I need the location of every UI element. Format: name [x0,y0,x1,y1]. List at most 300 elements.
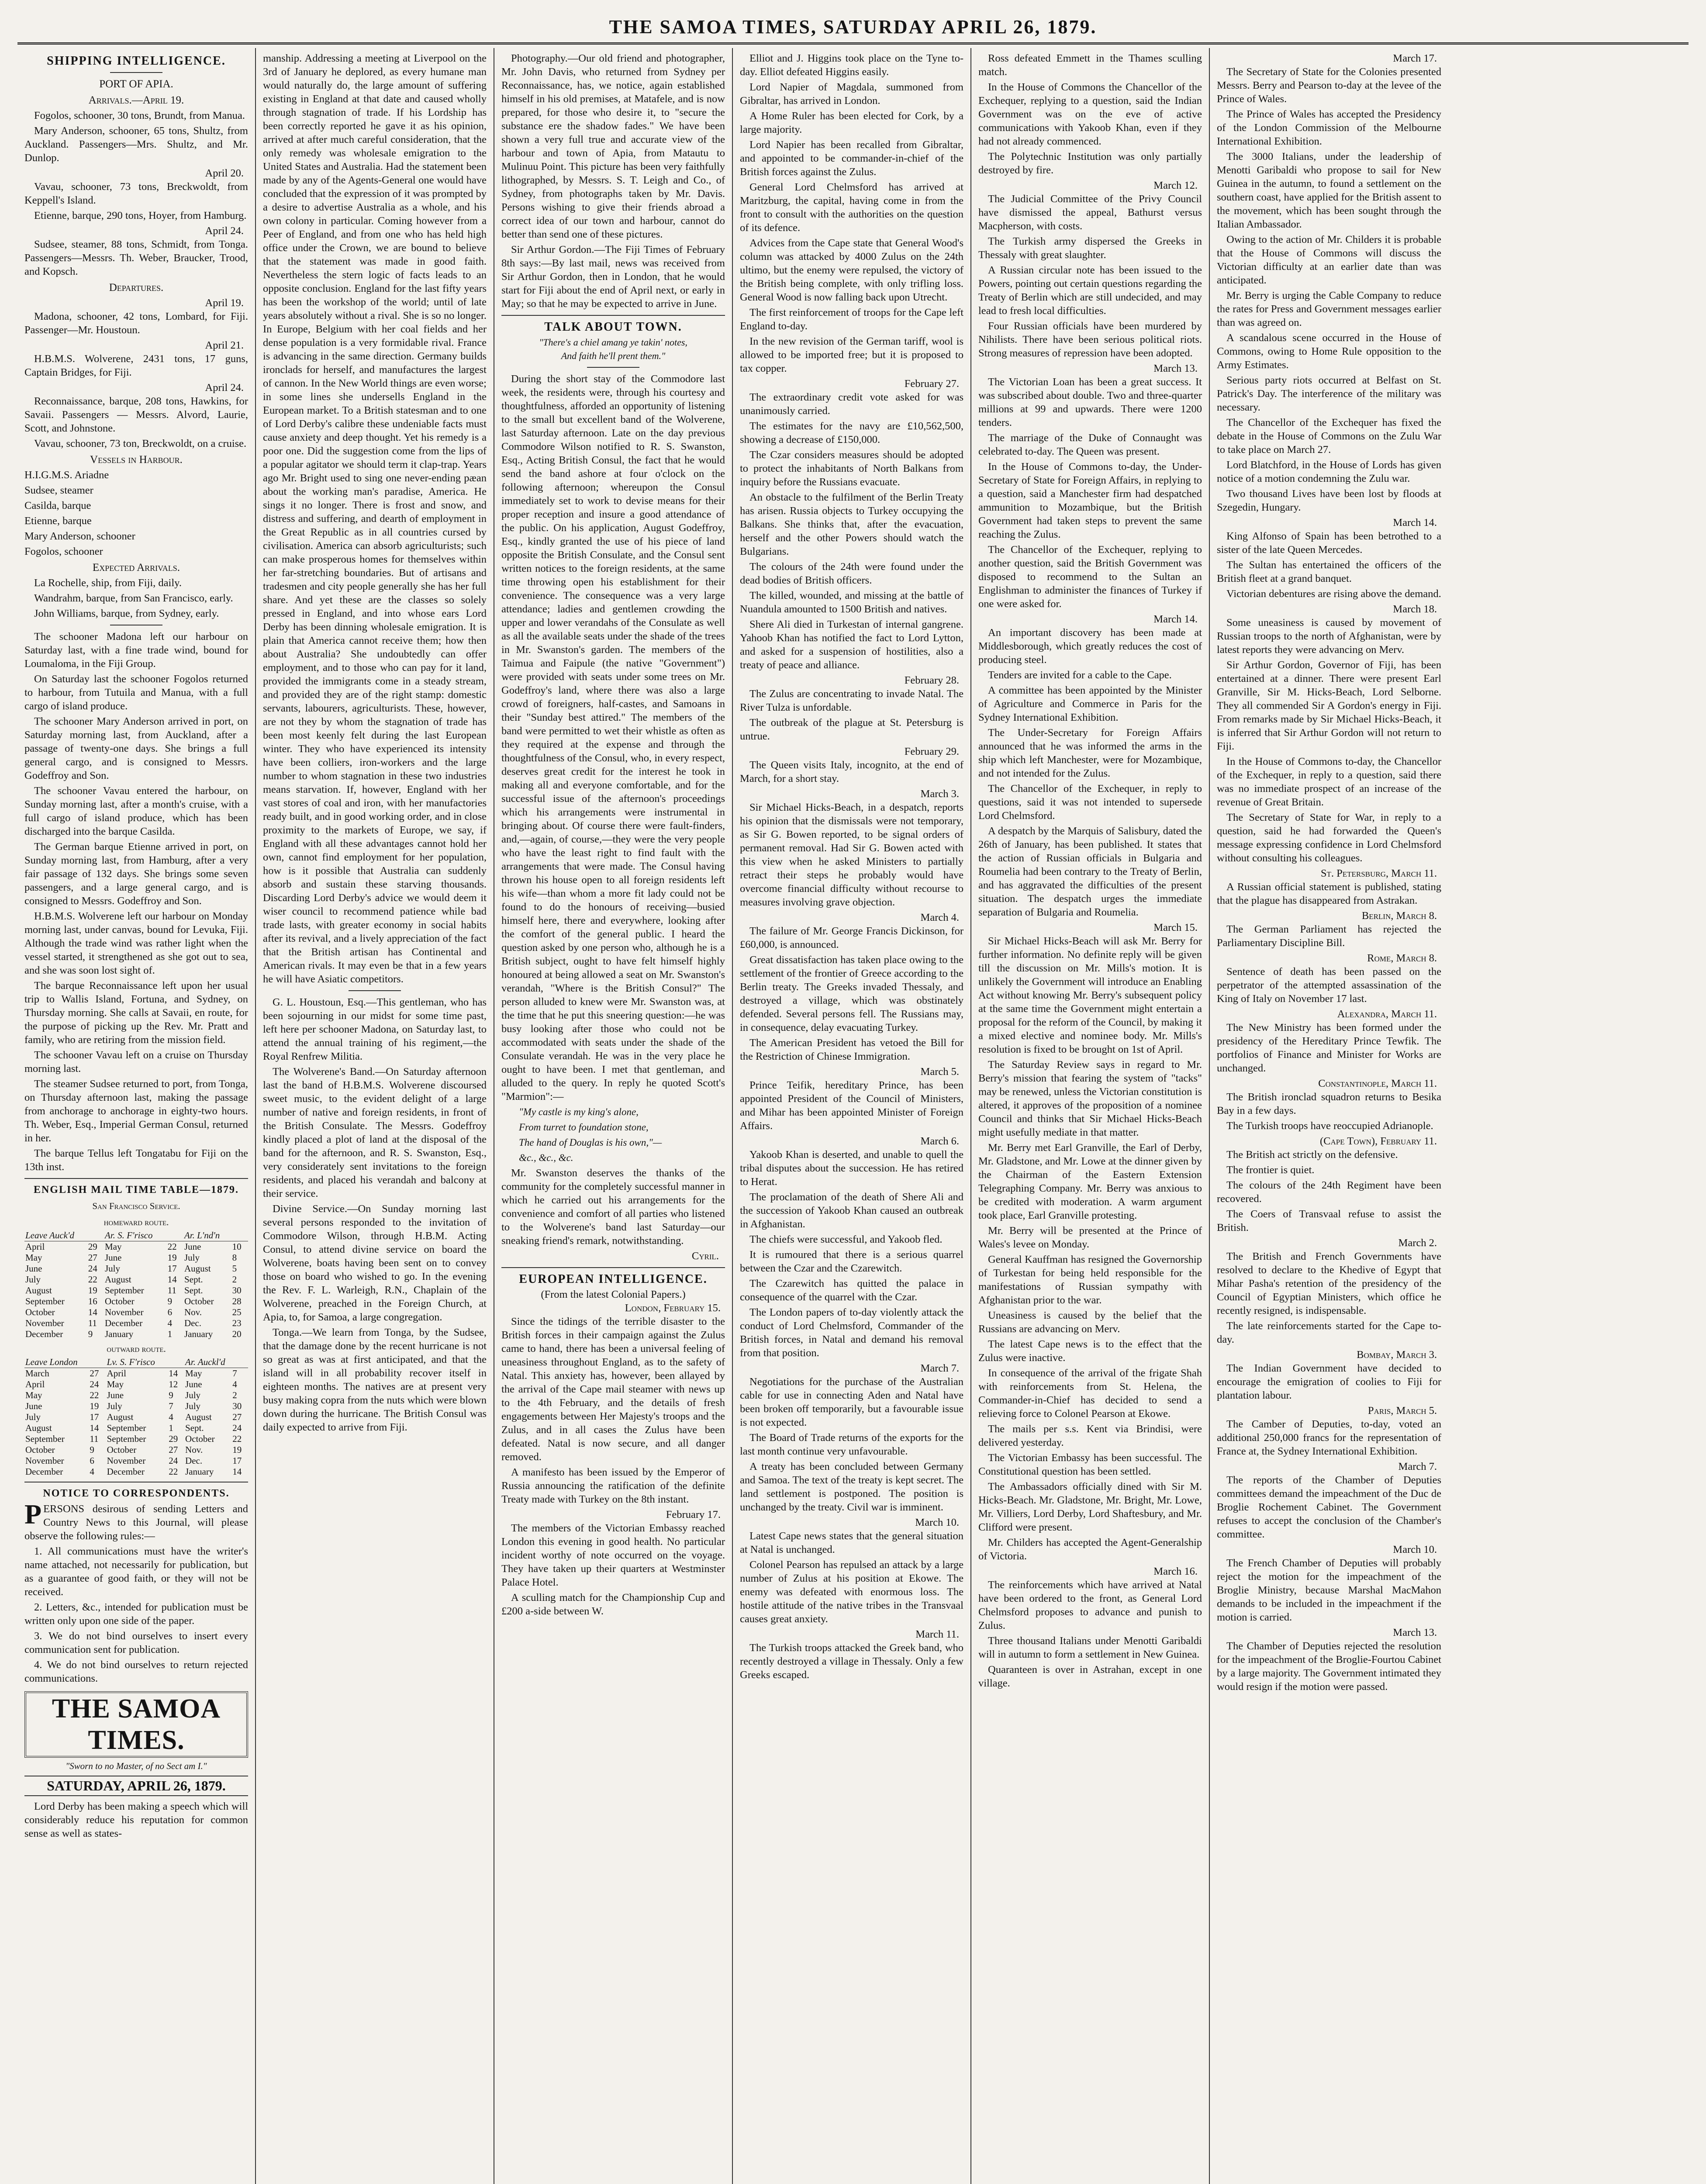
news-item: The Turkish troops have reoccupied Adrianople. [1226,1120,1433,1132]
table-row [24,1263,248,1274]
table-cell: May [107,1379,124,1389]
table-cell: 19 [232,1444,242,1455]
table-cell: 11 [88,1318,97,1328]
euro-item: Since the tidings of the terrible disaster to the British forces in their campaign against the Zulus came to hand, there has been a universal feeling of uneasiness throughout England, as to the safety of Natal. This anxiety has, however, been allayed by the arrival of the Cape mail steamer with news up to the 4th February, and the details of fresh engagements between Her Majesty's troops and the Zulus, and in all cases the Zulus have been defeated. Natal is now secure, and all danger removed. [501,1316,725,1463]
news-item: The 3000 Italians, under the leadership of Menotti Garibaldi who propose to sail for New Guinea in the autumn, to found a settlement on the southern coast, have applied for the British assent to the movement, which has been sought through the Italian Ambassador. [1217,151,1441,230]
table-cell: 9 [88,1329,93,1339]
news-item: Lord Blatchford, in the House of Lords has given notice of a motion condemning the Zulu war. [1217,459,1441,484]
news-item: The Czarewitch has quitted the palace in consequence of the quarrel with the Czar. [740,1278,964,1303]
talk-quote-line: And faith he'll prent them." [561,350,666,361]
news-item: Uneasiness is caused by the belief that the Russians are advancing on Merv. [978,1310,1202,1335]
table-cell: Sept. [184,1274,203,1285]
gordon-item: Sir Arthur Gordon.—The Fiji Times of February 8th says:—By last mail, news was received from Sir Arthur Gordon, then in London, that he would start for Fiji about the end of April next, or early in May; so that he may be expected to arrive in June. [501,244,725,310]
table-row [24,1423,248,1434]
news-item: General Kauffman has resigned the Governorship of Turkestan for being held responsible for the manifestations of Russian sympathy with Afghanistan prior to the war. [978,1254,1202,1306]
date-line: March 5. [920,1066,959,1078]
vessel-item: Casilda, barque [24,500,91,511]
euro-subheading: (From the latest Colonial Papers.) [541,1289,686,1300]
news-item: The British act strictly on the defensive. [1226,1149,1398,1161]
table-cell: 14 [167,1274,177,1285]
news-item: In the House of Commons the Chancellor of the Exchequer, replying to a question, said the Indian Government was on the eve of active communications with Yakoob Khan, even if they had not already commenced. [978,81,1202,147]
table-cell: 22 [232,1434,242,1444]
news-item: Mr. Childers has accepted the Agent-Generalship of Victoria. [978,1537,1202,1562]
news-item: In the new revision of the German tariff, wool is allowed to be imported free; but it is proposed to tax copper. [740,335,964,374]
dateline: Alexandra, March 11. [1337,1008,1437,1020]
news-item: Two thousand Lives have been lost by floods at Szegedin, Hungary. [1217,488,1441,513]
news-item: An obstacle to the fulfilment of the Berlin Treaty has arisen. Russia objects to Turkey occupying the Balkans. She thinks that, after the evacuation, herself and the other Powers should watch the Bulgarians. [740,491,964,557]
table-cell: July [25,1274,41,1285]
table-cell: 17 [167,1263,177,1274]
table-cell: 24 [88,1263,97,1274]
table-cell: November [25,1455,64,1466]
table-cell: 27 [88,1252,97,1263]
news-item: In the House of Commons to-day, the Chancellor of the Exchequer, in reply to a question, said there was no immediate prospect of an increase of the revenue of Great Britain. [1217,756,1441,808]
column-header: Ar. S. F'risco [104,1230,183,1241]
date-line: March 10. [1393,1544,1437,1555]
news-item: Mr. Berry met Earl Granville, the Earl of Derby, Mr. Gladstone, and Mr. Lowe at the dinner given by the Chairman of the Eastern Extension Telegraphing Company. Mr. Berry was anxious to be credited with moderation. A warm argument took place, Earl Granville protesting. [978,1142,1202,1221]
table-cell: August [25,1423,52,1433]
date-line: March 14. [1153,613,1198,625]
news-item: The late reinforcements started for the Cape to-day. [1217,1320,1441,1345]
news-item: Lord Napier of Magdala, summoned from Gibraltar, has arrived in London. [740,81,964,107]
arrival-item: Mary Anderson, schooner, 65 tons, Shultz, from Auckland. Passengers—Mrs. Shultz, and Mr. Dunlop. [24,125,248,164]
table-cell: May [25,1390,42,1400]
date-line: March 16. [1153,1565,1198,1577]
table-cell: 1 [167,1329,173,1339]
table-cell: 14 [88,1307,97,1317]
table-cell: April [25,1379,45,1389]
news-item: The latest Cape news is to the effect that the Zulus were inactive. [978,1338,1202,1364]
table-cell: June [25,1401,42,1411]
table-cell: 9 [169,1390,173,1400]
dateline: Constantinople, March 11. [1318,1078,1437,1089]
table-cell: January [104,1329,134,1339]
table-cell: Nov. [184,1307,202,1317]
dateline: Rome, March 8. [1367,952,1437,964]
news-item: The Turkish troops attacked the Greek band, who recently destroyed a village in Thessaly. Only a few Greeks escaped. [740,1642,964,1681]
divider [110,72,162,73]
table-cell: 20 [232,1329,242,1339]
table-cell: September [25,1296,65,1306]
table-cell: May [25,1252,42,1263]
departure-item: Reconnaissance, barque, 208 tons, Hawkins, for Savaii. Passengers — Messrs. Alvord, Laurie, Scott, and Johnstone. [24,395,248,434]
shipping-note: The schooner Vavau left on a cruise on Thursday morning last. [24,1049,248,1075]
table-cell: 9 [167,1296,173,1306]
news-item: The American President has vetoed the Bill for the Restriction of Chinese Immigration. [740,1037,964,1062]
departure-item: Madona, schooner, 42 tons, Lombard, for Fiji. Passenger—Mr. Houstoun. [24,311,248,336]
table-cell: December [107,1466,145,1477]
table-header-row [24,1230,248,1241]
expected-label: Expected Arrivals. [92,562,180,574]
table-cell: January [184,1329,213,1339]
arrival-item: Etienne, barque, 290 tons, Hoyer, from Hamburg. [34,210,247,221]
news-item: The Secretary of State for the Colonies presented Messrs. Berry and Pearson to-day at the levee of the Prince of Wales. [1217,66,1441,105]
news-item: General Lord Chelmsford has arrived at Maritzburg, the capital, having come in from the front to consult with the authorities on the question of its defence. [740,181,964,234]
table-cell: November [104,1307,144,1317]
news-item: The Victorian Embassy has been successful. The Constitutional question has been settled. [978,1452,1202,1477]
dateline: Paris, March 5. [1368,1405,1437,1417]
date-line: February 27. [904,378,959,390]
table-cell: 24 [90,1379,99,1389]
date-line: March 13. [1153,363,1198,374]
table-cell: September [107,1434,146,1444]
table-cell: 25 [232,1307,242,1317]
table-row [24,1241,248,1253]
table-cell: December [104,1318,143,1328]
euro-item: A manifesto has been issued by the Emperor of Russia announcing the ratification of the definite Treaty made with Turkey on the 8th instant. [501,1466,725,1505]
dateline: London, February 15. [625,1302,721,1314]
table-cell: December [25,1329,63,1339]
table-cell: 10 [232,1241,242,1252]
column-header: Lv. S. F'risco [106,1357,184,1368]
table-cell: 16 [88,1296,97,1306]
column-6 [1210,48,1448,2184]
table-cell: July [104,1263,120,1274]
vessel-item: Sudsee, steamer [24,484,93,496]
service-item: Divine Service.—On Sunday morning last several persons responded to the invitation of Commodore Wilson, through H.B.M. Acting Consul, to attend divine service on board the Wolverene, boats having been sent on to convey those on board who wished to go. In the evening the Rev. F. L. Warleigh, R.N., Chaplain of the Wolverene, preached in the Foreign Church, at Apia, to, for Samoa, a large congregation. [263,1203,487,1323]
news-item: The British ironclad squadron returns to Besika Bay in a few days. [1217,1091,1441,1116]
news-item: The French Chamber of Deputies will probably reject the motion for the impeachment of the Broglie Ministry, because Marshal MacMahon demands to be included in the impeachment if the motion is carried. [1217,1557,1441,1623]
departure-item: H.B.M.S. Wolverene, 2431 tons, 17 guns, Captain Bridges, for Fiji. [24,353,248,378]
table-cell: Dec. [184,1318,201,1328]
news-item: The outbreak of the plague at St. Petersburg is untrue. [740,717,964,742]
table-cell: September [107,1423,146,1433]
news-item: Sentence of death has been passed on the perpetrator of the attempted assassination of the King of Italy on November 17 last. [1217,966,1441,1005]
table-cell: 30 [232,1285,242,1296]
shipping-note: The schooner Mary Anderson arrived in port, on Saturday morning last, from Auckland, after a passage of twenty-one days. She brings a full general cargo, and is consigned to Messrs. Godeffroy and Son. [24,715,248,781]
news-item: In the House of Commons to-day, the Under-Secretary of State for Foreign Affairs, in replying to a question, said a Manchester firm had despatched ammunition to Mozambique, but the British Government had taken steps to prevent the same reaching the Zulus. [978,461,1202,540]
table-cell: September [25,1434,65,1444]
notice-rule: 4. We do not bind ourselves to return rejected communications. [24,1659,248,1684]
table-cell: October [25,1307,55,1317]
table-cell: August [107,1412,134,1422]
dropcap-p: P [24,1499,42,1530]
table-row [24,1434,248,1444]
news-item: Sir Michael Hicks-Beach, in a despatch, reports his opinion that the dismissals were not temporary, as Sir G. Bowen reported, to be signal orders of permanent removal. Had Sir G. Bowen acted with this view when he asked Ministers to partially retract their steps he probably would have overcome financial difficulty without recourse to measures involving grave objection. [740,802,964,908]
news-item: Serious party riots occurred at Belfast on St. Patrick's Day. The interference of the military was necessary. [1217,374,1441,413]
news-item: Colonel Pearson has repulsed an attack by a large number of Zulus at his position at Ekowe. The enemy was defeated with enormous loss. The hostile attitude of the native tribes in the Transvaal causes great anxiety. [740,1559,964,1625]
dateline: (Cape Town), February 11. [1319,1135,1437,1147]
port-heading: PORT OF APIA. [99,78,173,90]
news-item: The extraordinary credit vote asked for was unanimously carried. [740,391,964,417]
news-item: The colours of the 24th were found under the dead bodies of British officers. [740,561,964,586]
table-cell: 14 [232,1466,242,1477]
vessel-item: H.I.G.M.S. Ariadne [24,469,109,481]
dateline: Berlin, March 8. [1361,910,1437,922]
table-cell: November [25,1318,64,1328]
table-cell: Nov. [185,1444,203,1455]
arrival-item: Fogolos, schooner, 30 tons, Brundt, from Manua. [34,110,245,121]
table-cell: 27 [169,1444,178,1455]
date-line: April 20. [205,167,244,179]
table-cell: September [104,1285,144,1296]
news-item: The London papers of to-day violently attack the conduct of Lord Chelmsford, Commander of the British forces, in Natal and demand his removal from that position. [740,1306,964,1359]
table-cell: May [104,1241,122,1252]
talk-signature: Cyril. [691,1250,719,1262]
news-item: The Indian Government have decided to encourage the emigration of coolies to Fiji for plantation labour. [1217,1362,1441,1401]
table-row [24,1285,248,1296]
shipping-note: The steamer Sudsee returned to port, from Tonga, on Thursday afternoon last, making the passage from anchorage to anchorage in eighty-two hours. Th. Weber, Esq., Imperial German Consul, returned in her. [24,1078,248,1144]
table-cell: 27 [232,1412,242,1422]
table-cell: October [25,1444,55,1455]
date-line: March 6. [920,1135,959,1147]
date-line: March 17. [1393,52,1437,64]
table-cell: 12 [169,1379,178,1389]
date-line: April 24. [205,225,244,237]
table-cell: 9 [90,1444,94,1455]
news-item: The killed, wounded, and missing at the battle of Nuandula amounted to 1500 British and natives. [740,590,964,615]
table-cell: 23 [232,1318,242,1328]
news-item: Elliot and J. Higgins took place on the Tyne to-day. Elliot defeated Higgins easily. [740,52,964,78]
talk-quote-line: "There's a chiel amang ye takin' notes, [539,337,687,348]
talk-end: Mr. Swanston deserves the thanks of the community for the completely successful manner in which he carried out his arrangements for the convenience and comfort of all parties who listened to the Wolverene's band last Saturday—our sneaking friend's remark, notwithstanding. [501,1167,725,1247]
date-line: March 2. [1398,1237,1437,1249]
sf-service: San Francisco Service. [92,1201,180,1211]
table-cell: August [185,1412,212,1422]
news-item: The colours of the 24th Regiment have been recovered. [1217,1179,1441,1205]
table-cell: June [107,1390,124,1400]
news-item: The German Parliament has rejected the Parliamentary Discipline Bill. [1217,923,1441,949]
table-row [24,1318,248,1329]
news-item: The Chancellor of the Exchequer has fixed the debate in the House of Commons on the Zulu War to take place on March 27. [1217,417,1441,456]
date-line: April 24. [205,382,244,394]
news-item: Mr. Berry is urging the Cable Company to reduce the rates for Press and Government messages earlier than was agreed on. [1217,290,1441,328]
news-item: The estimates for the navy are £10,562,500, showing a decrease of £150,000. [740,420,964,446]
table-cell: June [25,1263,42,1274]
news-item: The chiefs were successful, and Yakoob fled. [749,1234,943,1245]
arrival-item: Vavau, schooner, 73 tons, Breckwoldt, from Keppell's Island. [24,181,248,206]
notice-intro: PERSONS desirous of sending Letters and Country News to this Journal, will please observe the following rules:— [24,1499,248,1542]
table-cell: 4 [232,1379,237,1389]
notice-rule: 3. We do not bind ourselves to insert every communication sent for publication. [24,1630,248,1655]
dateline: Bombay, March 3. [1357,1349,1437,1361]
news-item: A Home Ruler has been elected for Cork, by a large majority. [740,110,964,135]
table-cell: March [25,1368,49,1379]
table-cell: July [25,1412,41,1422]
news-item: The Czar considers measures should be adopted to protect the inhabitants of North Balkans from inquiry before the Russians evacuate. [740,449,964,488]
column-header: Ar. L'nd'n [183,1230,248,1241]
news-item: King Alfonso of Spain has been betrothed to a sister of the late Queen Mercedes. [1217,530,1441,556]
houstoun-item: G. L. Houstoun, Esq.—This gentleman, who has been sojourning in our midst for some time past, left here per schooner Madona, on Saturday last, to attend the annual training of his regiment,—the Royal Renfrew Militia. [263,996,487,1062]
date-line: March 14. [1393,517,1437,529]
table-row [24,1412,248,1423]
table-cell: 27 [90,1368,99,1379]
table-cell: November [107,1455,146,1466]
date-line: March 12. [1153,180,1198,191]
column-header: Leave Auck'd [24,1230,104,1241]
column-1 [17,48,256,2184]
table-row [24,1401,248,1412]
news-item: Four Russian officials have been murdered by Nihilists. There have been serious political riots. Strong measures of repression have been adopted. [978,320,1202,359]
arrivals-label: Arrivals.—April 19. [88,94,184,106]
news-item: The Coers of Transvaal refuse to assist the British. [1217,1208,1441,1234]
table-cell: Sept. [185,1423,204,1433]
table-cell: 4 [169,1412,173,1422]
euro-item: The members of the Victorian Embassy reached London this evening in good health. No particular incident worthy of note occurred on the voyage. They have taken up their quarters at Westminster Palace Hotel. [501,1522,725,1588]
table-cell: July [185,1401,201,1411]
table-cell: 24 [169,1455,178,1466]
euro-item: A sculling match for the Championship Cup and £200 a-side between W. [501,1592,725,1617]
news-item: The Chancellor of the Exchequer, replying to another question, said the British Government was disposed to recommend to the Sultan an Englishman to administer the finances of Turkey if one were asked for. [978,544,1202,610]
news-item: Negotiations for the purchase of the Australian cable for use in connecting Aden and Natal have been broken off temporarily, but a favourable issue is not expected. [740,1376,964,1428]
news-item: Yakoob Khan is deserted, and unable to quell the tribal disputes about the succession. He has retired to Herat. [740,1149,964,1188]
table-cell: April [107,1368,126,1379]
shipping-note: On Saturday last the schooner Fogolos returned to harbour, from Tutuila and Manua, with a full cargo of island produce. [24,673,248,712]
table-row [24,1444,248,1455]
news-item: Prince Teifik, hereditary Prince, has been appointed President of the Council of Ministers, and Mihar has been appointed Minister of Foreign Affairs. [740,1079,964,1132]
news-item: The marriage of the Duke of Connaught was celebrated to-day. The Queen was present. [978,432,1202,457]
table-row [24,1379,248,1390]
table-cell: August [184,1263,211,1274]
table-cell: 1 [169,1423,173,1433]
shipping-note: H.B.M.S. Wolverene left our harbour on Monday morning last, under canvas, bound for Levuka, Fiji. Although the trade wind was rather light when the vessel started, it strengthened as she got out to sea, and she was soon lost sight of. [24,910,248,976]
date-line: April 21. [205,339,244,351]
table-cell: 11 [90,1434,99,1444]
departures-label: Departures. [109,282,164,294]
date-line: March 11. [915,1628,959,1640]
table-cell: 28 [232,1296,242,1306]
table-cell: October [104,1296,135,1306]
table-cell: July [184,1252,200,1263]
table-cell: 19 [88,1285,97,1296]
table-cell: 29 [169,1434,178,1444]
table-row [24,1455,248,1466]
tonga-item: Tonga.—We learn from Tonga, by the Sudsee, that the damage done by the recent hurricane is not so great as was at first anticipated, and that the island will in all probability recover itself in eighteen months. The natives are at present very busy making copra from the nuts which were blown down during the hurricane. The British Consul was daily expected to arrive from Fiji. [263,1327,487,1433]
divider [501,315,725,316]
date-line: March 10. [915,1517,959,1528]
table-cell: 22 [90,1390,99,1400]
table-cell: 2 [232,1390,237,1400]
table-row [24,1466,248,1477]
table-row [24,1252,248,1263]
divider [501,1267,725,1268]
news-item: In consequence of the arrival of the frigate Shah with reinforcements from St. Helena, the Commander-in-Chief has decided to send a relieving force to Colonel Pearson at Ekowe. [978,1367,1202,1420]
news-item: The Secretary of State for War, in reply to a question, said he had forwarded the Queen's message expressing confidence in Lord Chelmsford without consulting his colleagues. [1217,812,1441,864]
table-cell: July [185,1390,201,1400]
table-cell: July [107,1401,122,1411]
expected-item: La Rochelle, ship, from Fiji, daily. [34,577,182,589]
table-row [24,1368,248,1379]
news-item: Latest Cape news states that the general situation at Natal is unchanged. [740,1530,964,1555]
table-cell: 30 [232,1401,242,1411]
euro-heading: EUROPEAN INTELLIGENCE. [519,1272,708,1286]
divider [587,367,639,368]
table-cell: October [107,1444,137,1455]
table-row [24,1274,248,1285]
news-item: A scandalous scene occurred in the House of Commons, owing to Home Rule opposition to the Army Estimates. [1217,332,1441,371]
table-cell: 8 [232,1252,237,1263]
divider [349,990,401,991]
table-cell: May [185,1368,202,1379]
table-cell: 17 [232,1455,242,1466]
news-item: The Prince of Wales has accepted the Presidency of the London Commission of the Melbourne International Exhibition. [1217,108,1441,147]
date-line: March 18. [1393,603,1437,615]
verse-line: The hand of Douglas is his own,"— [519,1137,662,1148]
shipping-note: The barque Reconnaissance left upon her usual trip to Wallis Island, Fortuna, and Sydney, on Thursday morning. She calls at Savaii, en route, for the purpose of picking up the Rev. Mr. Pratt and family, who are retiring from the mission field. [24,980,248,1046]
date-line: February 17. [666,1509,721,1521]
news-item: The mails per s.s. Kent via Brindisi, were delivered yesterday. [978,1423,1202,1448]
column-5 [971,48,1210,2184]
news-item: The Camber of Deputies, to-day, voted an additional 250,000 francs for the representation of France at, the Sydney International Exhibition. [1217,1418,1441,1457]
news-item: The reinforcements which have arrived at Natal have been ordered to the front, as General Lord Chelmsford proposes to advance and punish to Zulus. [978,1579,1202,1631]
vessels-label: Vessels in Harbour. [90,454,183,466]
news-item: Ross defeated Emmett in the Thames sculling match. [978,52,1202,78]
date-line: March 15. [1153,922,1198,933]
news-item: The Board of Trade returns of the exports for the last month continue very unfavourable. [740,1432,964,1457]
table-cell: 14 [90,1423,99,1433]
date-line: March 7. [920,1362,959,1374]
date-line: March 3. [920,788,959,800]
date-line: March 7. [1398,1461,1437,1472]
verse-line: "My castle is my king's alone, [519,1106,639,1117]
column-2 [256,48,494,2184]
table-cell: 14 [169,1368,178,1379]
news-item: The Ambassadors officially dined with Sir M. Hicks-Beach. Mr. Gladstone, Mr. Bright, Mr. Lowe, Mr. Villiers, Lord Derby, Lord Shaftesbury, and Mr. Clifford were present. [978,1481,1202,1533]
verse-line: &c., &c., &c. [519,1152,573,1163]
table-cell: October [185,1434,215,1444]
table-cell: 5 [232,1263,237,1274]
table-cell: 7 [169,1401,173,1411]
column-header: Leave London [24,1357,106,1368]
news-item: A committee has been appointed by the Minister of Agriculture and Commerce in Paris for the Sydney International Exhibition. [978,684,1202,723]
talk-heading: TALK ABOUT TOWN. [544,320,682,334]
table-cell: January [185,1466,214,1477]
expected-item: John Williams, barque, from Sydney, early. [34,608,219,619]
news-item: It is rumoured that there is a serious quarrel between the Czar and the Czarewitch. [740,1249,964,1274]
table-cell: 29 [88,1241,97,1252]
news-item: A despatch by the Marquis of Salisbury, dated the 26th of January, has been published. It states that the action of Russian officials in Bulgaria and Roumelia had been contrary to the Treaty of Berlin, and has aggravated the difficulties of the present situation. The despatch urges the immediate separation of Bulgaria and Roumelia. [978,825,1202,918]
notice-rule: 1. All communications must have the writer's name attached, not necessarily for publication, but as a guarantee of good faith, or they will not be received. [24,1545,248,1598]
table-cell: 2 [232,1274,237,1285]
table-cell: October [184,1296,214,1306]
table-cell: 11 [167,1285,176,1296]
news-item: The Polytechnic Institution was only partially destroyed by fire. [978,151,1202,176]
issue-date: SATURDAY, APRIL 26, 1879. [24,1776,248,1796]
table-row [24,1390,248,1401]
news-item: The proclamation of the death of Shere Ali and the succession of Yakoob Khan caused an outbreak in Afghanistan. [740,1191,964,1230]
shipping-note: The schooner Vavau entered the harbour, on Sunday morning last, after a month's cruise, with a full cargo of island produce, which has been discharged into the barque Casilda. [24,785,248,837]
table-row [24,1307,248,1318]
news-item: The Queen visits Italy, incognito, at the end of March, for a short stay. [740,759,964,784]
table-cell: Dec. [185,1455,203,1466]
news-item: An important discovery has been made at Middlesborough, which greatly reduces the cost of producing steel. [978,627,1202,666]
news-item: The New Ministry has been formed under the presidency of the Hereditary Prince Tewfik. The portfolios of Finance and Minister for Works are unchanged. [1217,1022,1441,1074]
table-cell: December [25,1466,63,1477]
shipping-note: The German barque Etienne arrived in port, on Sunday morning last, from Hamburg, after a very fair passage of 132 days. She brings some seven passengers, and a large general cargo, and is consigned to Messrs. Godeffroy and Son. [24,841,248,907]
news-item: The British and French Governments have resolved to declare to the Khedive of Egypt that Mihar Pasha's retention of the presidency of the Council of Egyptian Ministers, which office he recently resigned, is indispensable. [1217,1251,1441,1317]
table-row [24,1296,248,1307]
masthead: THE SAMOA TIMES, SATURDAY APRIL 26, 1879. [17,13,1689,45]
mail-heading: ENGLISH MAIL TIME TABLE—1879. [33,1184,239,1196]
news-item: Great dissatisfaction has taken place owing to the settlement of the frontier of Greece according to the Berlin treaty. The Greeks invaded Thessaly, and destroyed a village, which was obstinately defended. Several persons fell. The Russians may, in consequence, delay evacuating Turkey. [740,954,964,1033]
table-cell: 6 [90,1455,94,1466]
news-item: The first reinforcement of troops for the Cape left England to-day. [740,307,964,332]
news-item: Some uneasiness is caused by movement of Russian troops to the north of Afghanistan, were by latest reports they were advancing on Merv. [1217,617,1441,656]
news-item: The frontier is quiet. [1226,1164,1315,1176]
lead-article-continued: manship. Addressing a meeting at Liverpool on the 3rd of January he deplored, as every humane man would naturally do, the large amount of suffering existing in England at that date and caused wholly through stagnation of trade. If his Lordship has been correctly reported he gave it as his opinion, arrived at after much careful consideration, that the only remedy was wholesale emigration to the United States and Australia. Had the statement been made by any of the Agents-General one would have concluded that the expression of it was prompted by a desire to advertise Australia as a whole, and his own colony in particular. Coming however from a Peer of England, and from one who has held high office under the Crown, we are bound to believe that the statement was made in good faith. Nevertheless the stern logic of facts leads to an opposite conclusion. England for the last fifty years has been the workshop of the world; until of late years absolutely without a rival. She is so no longer. In Europe, Belgium with her coal fields and her dense population is a very formidable rival. France is advancing in the same direction. Germany builds ironclads for herself, and manufactures the largest of cannon. In the New World things are even worse; in some lines she undersells England in the European market. To a British statesman and to one of Lord Derby's calibre these undeniable facts must cause anxiety and deep thought. Yet his remedy is a poor one. Did the suggestion come from the lips of a popular agitator we should term it clap-trap. Years ago Mr. Bright used to sing one never-ending pæan about the working man's paradise, America. He sings it no longer. There is frost and snow, and distress and suffering, and dearth of employment in the Great Republic as in all countries cursed by civilisation. America can absorb agriculturists; such can make prosperous homes for themselves within her far-stretching boundaries. But of artisans and tradesmen and city people generally she has her full share. And yet these are the classes so solely pressed in England, and into whose ears Lord Derby has been dinning wholesale emigration. It is plain that America cannot receive them; how then about Australia? She undoubtedly can offer employment, and to those who can pay for it land, provided the immigrants come in a steady stream, and provided they are of the right stamp: domestic servants, labourers, agriculturists. These, however, are not they by whom the stagnation of trade has been most keenly felt during the last European winter. They who have experienced its intensity have been colliers, iron-workers and the large number to whom stagnation in these two industries means starvation. If, however, England with her vast stores of coal and iron, with her manufactories ready built, and in good working order, and in close proximity to the markets of Europe, we say, if England with all these advantages cannot hold her own, cannot find employment for her population, how is it possible that Australia can suddenly absorb and sustain these starving thousands. Discarding Lord Derby's advice we would deem it wiser council to recommend patience while bad trade lasts, with greater economy in social habits after its revival, and a lively appreciation of the fact that the British artisan has Continental and American rivals. It may even be that in a few years he will have Asiatic competitors. [263,52,487,985]
vessel-item: Fogolos, schooner [24,546,103,557]
table-cell: 4 [167,1318,173,1328]
news-item: Victorian debentures are rising above the demand. [1226,588,1441,600]
date-line: April 19. [205,297,244,309]
table-cell: August [104,1274,131,1285]
date-line: February 29. [904,746,959,757]
table-cell: June [185,1379,202,1389]
notice-heading: NOTICE TO CORRESPONDENTS. [43,1488,230,1499]
columns [17,48,1689,2184]
news-item: Mr. Berry will be presented at the Prince of Wales's levee on Monday. [978,1225,1202,1250]
column-4 [733,48,971,2184]
